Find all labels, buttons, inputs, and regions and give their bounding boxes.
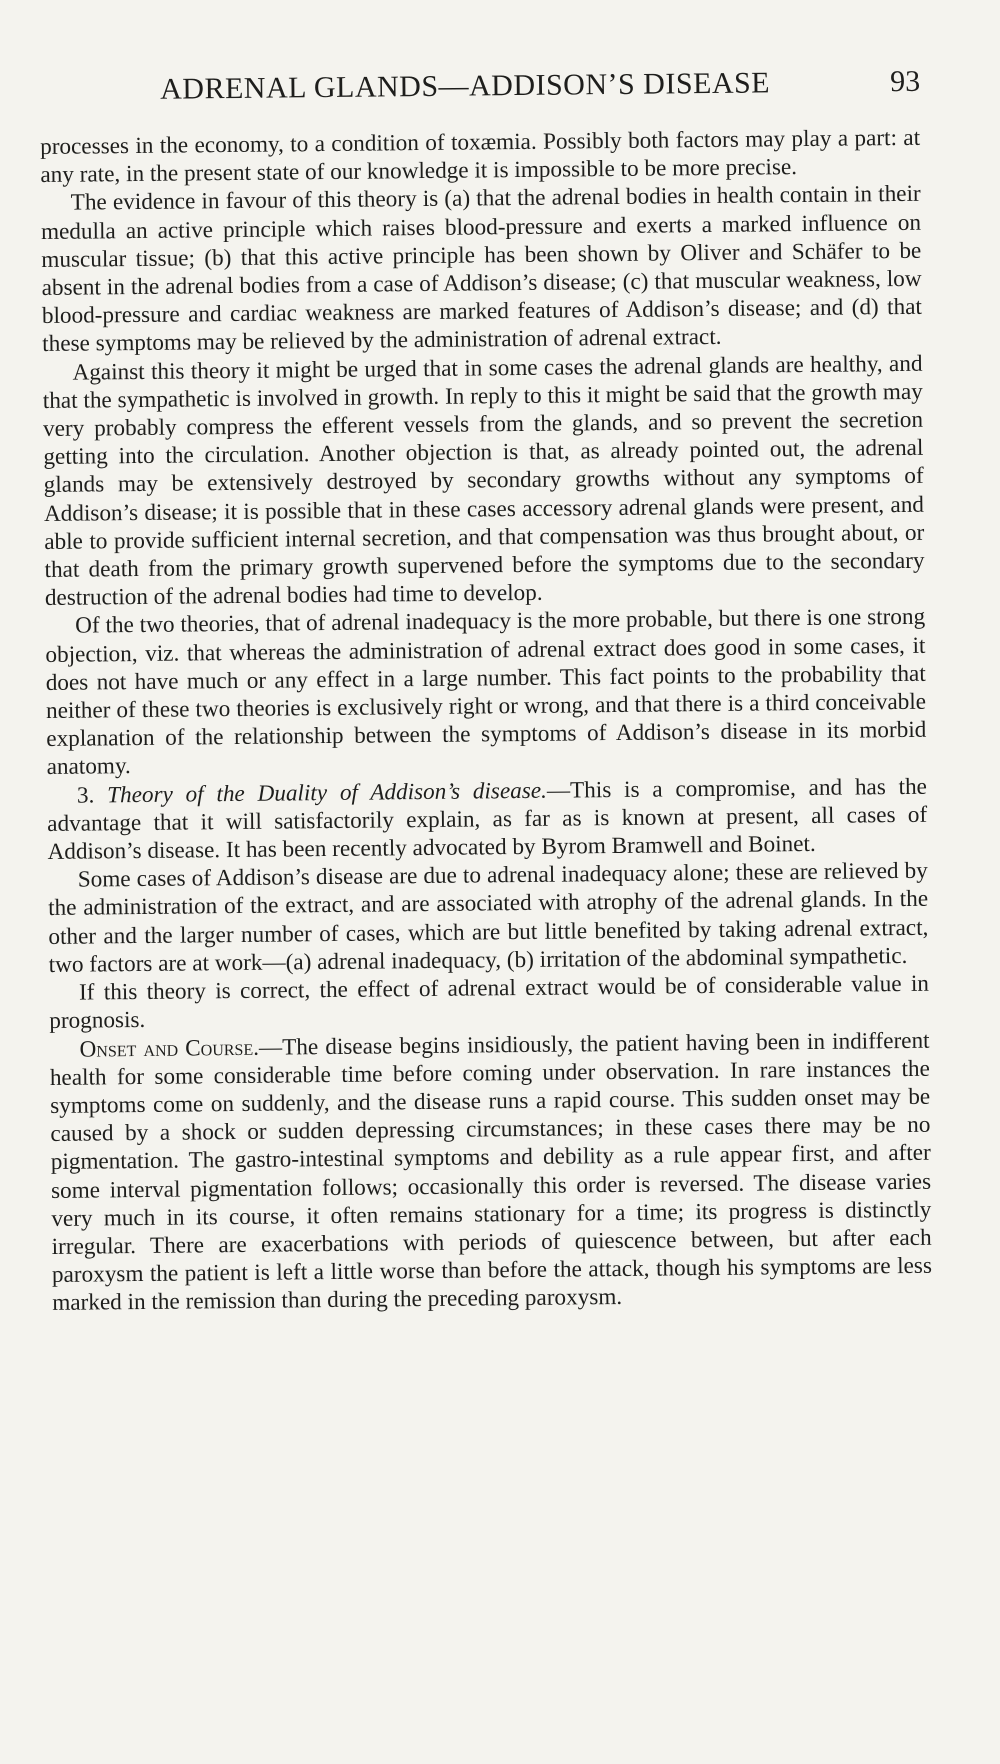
- paragraph-duality-theory: [47, 772, 928, 866]
- paragraph-evidence: The evidence in favour of this theory is (a) that the adrenal bodies in health contain in their medulla an active principle which raises blood-pressure and exerts a marked influence on muscular tissue; (b) that this active principle has been shown by Oliver and Schäfer to be absent in the adrenal bodies from a case of Addison’s disease; (c) that muscular weakness, low blood-pressure and cardiac weakness are marked features of Addison’s disease; and (d) that these symptoms may be relieved by the administration of adrenal extract.: [40, 181, 923, 358]
- onset-heading: Onset and Course.: [79, 1034, 260, 1063]
- paragraph-continuation: processes in the economy, to a condition of toxæmia. Possibly both factors may play a part: at any rate, in the present state of our knowledge it is impossible to be more precise.: [40, 124, 921, 189]
- paragraph-two-theories: Of the two theories, that of adrenal inadequacy is the more probable, but there is one strong objection, viz. that whereas the administration of adrenal extract does good in some cases, it does not have much or any effect in a large number. This fact points to the probability that neither of these two theories is exclusively right or wrong, and that there is a third conceivable explanation of the relationship between the symptoms of Addison’s disease in its morbid anatomy.: [45, 604, 927, 781]
- paragraph-objection: Against this theory it might be urged that in some cases the adrenal glands are healthy, and that the sympathetic is involved in growth. In reply to this it might be said that the growth may very probably compress the efferent vessels from the glands, and so prevent the secretion getting into the circulation. Another objection is that, as already pointed out, the adrenal glands may be extensively destroyed by secondary growths without any symptoms of Addison’s disease; it is possible that in these cases accessory adrenal glands were present, and able to provide sufficient internal secretion, and that compensation was thus brought about, or that death from the primary growth supervened before the symptoms due to the secondary destruction of the adrenal bodies had time to develop.: [42, 350, 925, 612]
- paragraph-some-cases: Some cases of Addison’s disease are due to adrenal inadequacy alone; these are relieved by the administration of the extract, and are associated with atrophy of the adrenal glands. In the other and the larger number of cases, which are but little benefited by taking adrenal extract, two factors are at work—(a) adrenal inadequacy, (b) irritation of the abdominal sympathetic.: [47, 858, 929, 978]
- running-head: [40, 65, 920, 114]
- onset-text: —The disease begins insidiously, the patient having been in indifferent health for some considerable time before coming under observation. In rare instances the symptoms come on suddenly, and the disease runs a rapid course. This sudden onset may be caused by a shock or sudden depressing circumstances; in these cases there may be no pigmentation. The gastro-intestinal symptoms and debility as a rule appear first, and after some interval pigmentation follows; occasionally this order is reversed. The disease varies very much in its course, it often remains stationary for a time; its progress is distinctly irregular. There are exacerbations with periods of quiescence between, but after each paroxysm the patient is left a little worse than before the attack, though his symptoms are less marked in the remission than during the preceding paroxysm.: [49, 1027, 933, 1317]
- running-title: ADRENAL GLANDS—ADDISON’S DISEASE: [159, 66, 771, 106]
- body-text: [40, 124, 932, 1318]
- paragraph-onset-course: [49, 1026, 932, 1317]
- duality-number: 3.: [76, 782, 108, 809]
- page-number: 93: [889, 64, 921, 99]
- duality-text: —This is a compromise, and has the advantage that it will satisfactorily explain, as far as is known at present, all cases of Addison’s disease. It has been recently advocated by Byrom Bramwell and Boinet.: [47, 773, 928, 866]
- paragraph-prognosis: If this theory is correct, the effect of adrenal extract would be of considerable value in prognosis.: [49, 970, 930, 1035]
- duality-heading: Theory of the Duality of Addison’s disease.: [106, 777, 548, 809]
